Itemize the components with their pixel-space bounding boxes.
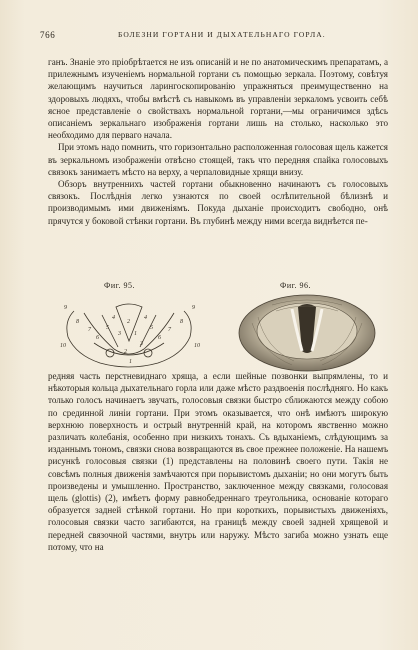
running-title: БОЛЕЗНИ ГОРТАНИ И ДЫХАТЕЛЬНАГО ГОРЛА.: [118, 30, 326, 39]
figures-row: [48, 281, 388, 373]
paragraph: ганъ. Знанiе это прiобрѣтается не изъ описанiй и не по анатомическимъ препаратамъ, а прилежнымъ изученiемъ нормальной гортани съ помощью зеркала. Поэтому, совѣтуя желающимъ научиться ларингоскопированiю упражняться преимущественно на здоровыхъ людяхъ, чтобы вмѣстѣ съ навыкомъ въ управленiи зеркаломъ усвоить себѣ ясное представленiе о свойствахъ нормальной гортани,—мы ограничимся здѣсь описанiемъ зеркальнаго изображенiя гортани лишь на столько, насколько это необходимо для перваго начала.: [48, 57, 388, 141]
figure-label: 6: [96, 335, 99, 341]
figure-96-larynx-engraving: [232, 293, 382, 373]
arch: [94, 343, 164, 355]
figure-label: 3: [118, 331, 121, 337]
figure-label: 5: [150, 325, 153, 331]
text-block-top: [48, 56, 388, 227]
figure-label: 9: [64, 305, 67, 311]
figure-label: 1: [134, 331, 137, 337]
figure-label: 2: [127, 319, 130, 325]
paragraph: редняя часть перстневиднаго хряща, а если шейные позвонки выпрямлены, то и нѣкоторыя кольца дыхательнаго горла или даже мѣсто раздвоенiя послѣдняго. Но какъ только голосъ начинаетъ звучать, голосовыя связки быстро сближаются между собою по срединной линiи гортани. При этомъ оказывается, что онѣ имѣютъ широкую верхнюю поверхность и острый внутреннiй край, на которомъ явственно можно различать колебанiя, особенно при низкихъ тонахъ. Съ вдыханiемъ, слѣдующимъ за изданнымъ тономъ, связки снова возвращаются въ свое прежнее положенiе. На нашемъ рисункѣ голосовыя связки (1) представлены на половинѣ своего пути. Такiя не совсѣмъ полныя движенiя замѣчаются при порывистомъ дыханiи; но они могутъ быть произведены и умышленно. Пространство, заключенное между связками, голосовая щель (glottis) (2), имѣетъ форму равнобедреннаго треугольника, основанiе котораго образуется задней стѣнкой гортани. Но при короткихъ, порывистыхъ движенiяхъ, голосовыя связки часто загибаются, на границѣ между своей задней хрящевой и передней связочной частями, внутрь или наружу. Мѣсто загиба можно узнать еще потому, что на: [48, 371, 389, 552]
figure-label: 8: [76, 319, 79, 325]
text-block-bottom: [48, 370, 388, 553]
page-number: 766: [40, 30, 56, 40]
paragraph: Обзоръ внутреннихъ частей гортани обыкновенно начинаютъ съ голосовыхъ связокъ. Послѣднiя легко узнаются по своей ослѣпительной бѣлизнѣ и производимымъ ими движенiямъ. Покуда дыханiе происходитъ свободно, онѣ прячутся у боковой стѣнки гортани. Въ глубинѣ между ними всегда виднѣется пе-: [48, 179, 388, 226]
figure-label: 1: [129, 359, 132, 365]
figure-label: 9: [192, 305, 195, 311]
cartilage-right: [144, 349, 152, 357]
figure-label: 2: [124, 349, 127, 355]
figure-label: 6: [158, 335, 161, 341]
figure-label: 7: [88, 327, 91, 333]
cartilage-left: [106, 349, 114, 357]
figure-label: 10: [194, 343, 200, 349]
figure-label: 5: [106, 325, 109, 331]
figure-95-larynx-diagram: [54, 293, 204, 371]
figure-label: 4: [144, 315, 147, 321]
figure-95-caption: Фиг. 95.: [104, 281, 135, 290]
paragraph: При этомъ надо помнить, что горизонтально расположенная голосовая щель кажется въ зеркальномъ изображенiи отвѣсно стоящей, такъ что передняя спайка голосовыхъ связокъ занимаетъ мѣсто на верху, а черпаловидные хрящи внизу.: [48, 142, 388, 177]
figure-label: 4: [112, 315, 115, 321]
figure-label: 3: [140, 341, 143, 347]
figure-label: 10: [60, 343, 66, 349]
figure-96-caption: Фиг. 96.: [280, 281, 311, 290]
figure-label: 7: [168, 327, 171, 333]
figure-label: 8: [180, 319, 183, 325]
